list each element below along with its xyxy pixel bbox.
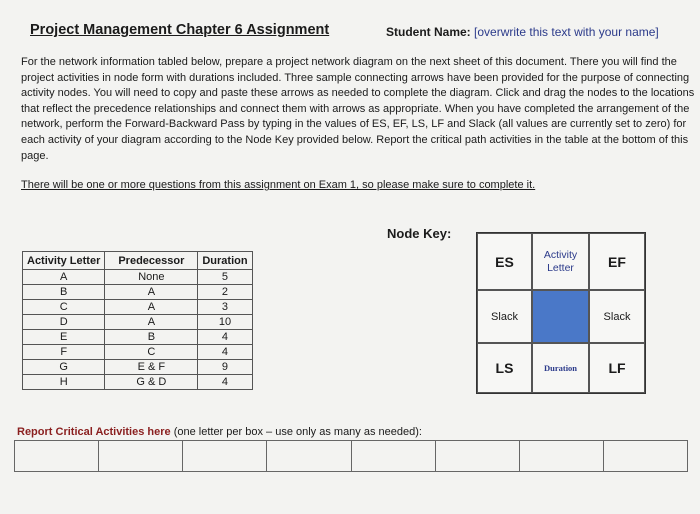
node-key-lf: LF: [589, 343, 645, 393]
activity-letter-cell: A: [23, 270, 105, 285]
column-header: Duration: [198, 252, 252, 270]
report-label-bold: Report Critical Activities here: [17, 426, 171, 438]
student-name-value[interactable]: [overwrite this text with your name]: [474, 25, 659, 39]
column-header: Activity Letter: [23, 252, 105, 270]
critical-activities-boxes: [14, 440, 688, 472]
duration-cell: 4: [198, 345, 252, 360]
duration-cell: 4: [198, 330, 252, 345]
node-key-ls: LS: [477, 343, 532, 393]
table-row: [23, 345, 253, 360]
node-key-es: ES: [477, 233, 532, 290]
table-row: [23, 300, 253, 315]
table-row: [23, 315, 253, 330]
predecessor-cell: G & D: [105, 375, 198, 390]
activity-letter-cell: G: [23, 360, 105, 375]
critical-activity-box[interactable]: [604, 441, 687, 471]
duration-cell: 3: [198, 300, 252, 315]
table-row: [23, 285, 253, 300]
critical-activity-box[interactable]: [183, 441, 267, 471]
activity-letter-cell: E: [23, 330, 105, 345]
activity-letter-cell: D: [23, 315, 105, 330]
critical-activity-box[interactable]: [352, 441, 436, 471]
predecessor-cell: None: [105, 270, 198, 285]
node-key-duration: Duration: [532, 343, 589, 393]
report-label-rest: (one letter per box – use only as many as needed):: [170, 426, 422, 438]
exam-note: There will be one or more questions from this assignment on Exam 1, so please make sure to complete it.: [21, 179, 536, 191]
node-key-slack-right: Slack: [589, 290, 645, 343]
node-key-ef: EF: [589, 233, 645, 290]
table-header-row: [23, 252, 253, 270]
report-label: [17, 426, 422, 438]
student-name-label: Student Name:: [386, 25, 471, 39]
activity-table: [22, 251, 253, 390]
predecessor-cell: A: [105, 315, 198, 330]
critical-activity-box[interactable]: [99, 441, 183, 471]
student-name-field[interactable]: [386, 25, 659, 39]
critical-activity-box[interactable]: [267, 441, 351, 471]
activity-letter-cell: H: [23, 375, 105, 390]
node-key-activity: Activity Letter: [532, 233, 589, 290]
critical-activity-box[interactable]: [15, 441, 99, 471]
table-row: [23, 270, 253, 285]
duration-cell: 2: [198, 285, 252, 300]
table-row: [23, 375, 253, 390]
node-key-label: Node Key:: [387, 226, 452, 241]
table-row: [23, 360, 253, 375]
predecessor-cell: B: [105, 330, 198, 345]
duration-cell: 10: [198, 315, 252, 330]
column-header: Predecessor: [105, 252, 198, 270]
predecessor-cell: A: [105, 285, 198, 300]
predecessor-cell: E & F: [105, 360, 198, 375]
node-key-diagram: [476, 232, 646, 394]
duration-cell: 5: [198, 270, 252, 285]
predecessor-cell: C: [105, 345, 198, 360]
critical-activity-box[interactable]: [520, 441, 604, 471]
node-key-center-fill: [532, 290, 589, 343]
activity-letter-cell: C: [23, 300, 105, 315]
duration-cell: 4: [198, 375, 252, 390]
page-title: Project Management Chapter 6 Assignment: [30, 22, 330, 38]
table-row: [23, 330, 253, 345]
predecessor-cell: A: [105, 300, 198, 315]
duration-cell: 9: [198, 360, 252, 375]
activity-letter-cell: B: [23, 285, 105, 300]
critical-activity-box[interactable]: [436, 441, 520, 471]
activity-letter-cell: F: [23, 345, 105, 360]
instructions-paragraph: For the network information tabled below, prepare a project network diagram on the next sheet of this document. There you will find the project activities in node form with durations included. Three sample connecting arrows have been provided for the purpose of connecting activity nodes. You will need to copy and paste these arrows as needed to complete the diagram. Click and drag the nodes to the locations that reflect the precedence relationships and connect them with arrows as appropriate. When you have completed the arrangement of the network, perform the Forward-Backward Pass by typing in the values of ES, EF, LS, LF and Slack (all values are currently set to zero) for each activity of your diagram according to the Node Key provided below. Report the critical path activities in the table at the bottom of this page.: [21, 56, 695, 162]
node-key-slack-left: Slack: [477, 290, 532, 343]
